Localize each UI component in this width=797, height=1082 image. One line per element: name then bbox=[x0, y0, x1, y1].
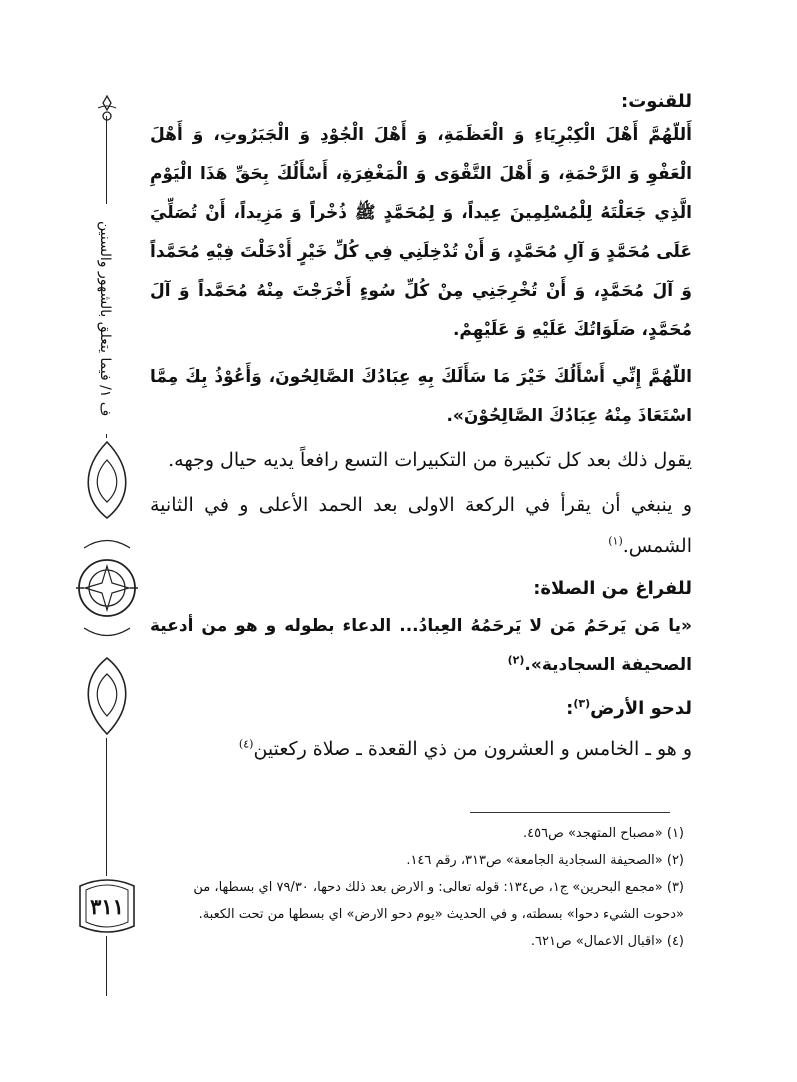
running-chapter-title: ف ١/ فيما يتعلق بالشهور والسنين bbox=[88, 204, 122, 434]
footnote-1: (١) «مصباح المتهجد» ص٤٥٦. bbox=[523, 826, 684, 841]
arabesque-ornament-icon bbox=[72, 438, 142, 738]
dua-qunut-1: أَللّهُمَّ أَهْلَ الْكِبْرِيَاءِ وَ الْعَظَمَةِ، وَ أَهْلَ الْجُوْدِ وَ الْجَبَرُوتِ، وَ أَهْلَ الْعَفْوِ وَ الرَّحْمَةِ، وَ أَهْلَ التَّقْوَى وَ الْمَغْفِرَةِ، أَسْأَلُكَ بِحَقِّ هَذَا الْيَوْمِ الَّذِي جَعَلْتَهُ لِلْمُسْلِمِينَ عِيداً، وَ لِمُحَمَّدٍ ﷺ ذُخْراً وَ مَزِيداً، أَنْ تُصَلِّيَ عَلَى مُحَمَّدٍ وَ آلِ مُحَمَّدٍ، وَ أَنْ تُدْخِلَنِي فِي كُلِّ خَيْرٍ أَدْخَلْتَ فِيْهِ مُحَمَّداً وَ آلَ مُحَمَّدٍ، وَ أَنْ تُخْرِجَنِي مِنْ كُلِّ سُوءٍ أَخْرَجْتَ مِنْهُ مُحَمَّداً وَ آلَ مُحَمَّدٍ، صَلَوَاتُكَ عَلَيْهِ وَ عَلَيْهِمْ. bbox=[150, 125, 692, 340]
dua-faragh-text: «يا مَن يَرحَمُ مَن لا يَرحَمُهُ العِبادُ... الدعاء بطوله و هو من أدعية الصحيفة السجادية». bbox=[150, 616, 692, 675]
section-heading-dahw-colon: : bbox=[566, 698, 574, 719]
section-heading-dahw bbox=[150, 695, 692, 723]
dua-faragh bbox=[150, 607, 692, 685]
instruction-paragraph-1: يقول ذلك بعد كل تكبيرة من التكبيرات التسع رافعاً يديه حيال وجهه. bbox=[168, 449, 692, 471]
footnote-ref-2: (٢) bbox=[507, 653, 525, 667]
section-heading-faragh: للفراغ من الصلاة: bbox=[533, 578, 692, 599]
footnote-ref-3: (٣) bbox=[573, 697, 591, 710]
footnote-2: (٢) «الصحيفة السجادية الجامعة» ص٣١٣، رقم ١٤٦. bbox=[406, 853, 684, 868]
footnote-4: (٤) «اقبال الاعمال» ص٦٢١. bbox=[530, 934, 684, 949]
footnotes bbox=[150, 820, 684, 955]
section-heading-dahw-text: لدحو الأرض bbox=[590, 698, 692, 719]
top-flourish-icon bbox=[94, 94, 120, 124]
section-heading-qunut: للقنوت: bbox=[621, 91, 692, 112]
instruction-paragraph-2-text: و ينبغي أن يقرأ في الركعة الاولى بعد الحمد الأعلى و في الثانية الشمس. bbox=[150, 494, 692, 557]
footnote-separator bbox=[470, 812, 670, 813]
footnote-3: (٣) «مجمع البحرين» ج١، ص١٣٤: قوله تعالى: و الارض بعد ذلك دحها، ٧٩/٣٠ اي بسطها، من «دحوت الشيء دحوا» بسطته، و في الحديث «يوم دحو الارض» اي بسطها من تحت الكعبة. bbox=[193, 880, 684, 922]
dahw-paragraph-text: و هو ـ الخامس و العشرون من ذي القعدة ـ صلاة ركعتين bbox=[253, 738, 692, 760]
dahw-paragraph bbox=[150, 729, 692, 770]
page-number: ٣١١ bbox=[90, 894, 124, 919]
side-ornamental-column bbox=[72, 86, 142, 1046]
dua-qunut-2: اللّهُمَّ إِنِّي أَسْأَلُكَ خَيْرَ مَا سَأَلَكَ بِهِ عِبَادُكَ الصَّالِحُونَ، وَأَعُوْذُ بِكَ مِمَّا اسْتَعَاذَ مِنْهُ عِبَادُكَ الصَّالِحُوْنَ». bbox=[150, 367, 692, 426]
main-text-block bbox=[150, 88, 692, 770]
instruction-paragraph-2 bbox=[150, 485, 692, 567]
footnote-ref-4: (٤) bbox=[238, 737, 254, 751]
footnote-ref-1: (١) bbox=[608, 534, 623, 548]
